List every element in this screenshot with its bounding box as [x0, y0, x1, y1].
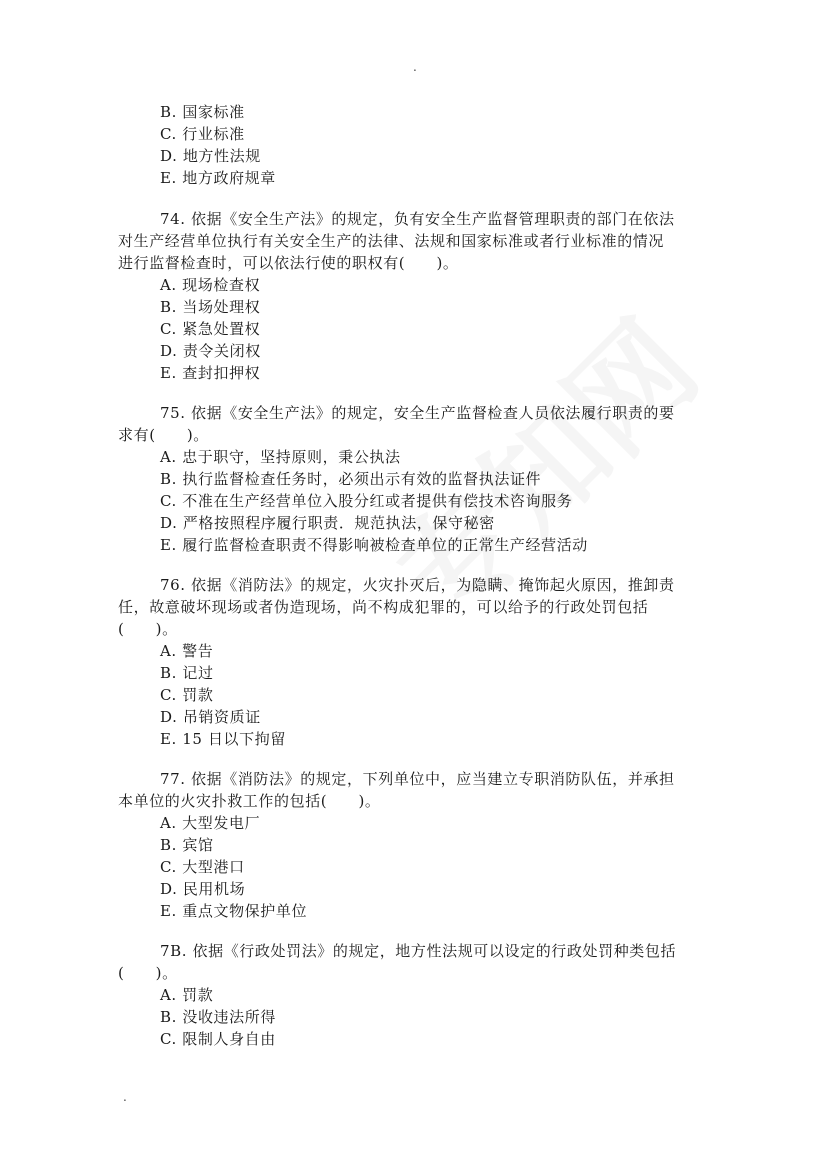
option: D. 民用机场	[160, 880, 246, 898]
option: D. 责令关闭权	[160, 342, 261, 360]
option: E. 重点文物保护单位	[160, 902, 308, 920]
option: B. 执行监督检查任务时，必须出示有效的监督执法证件	[160, 470, 542, 488]
question-75-line-1: 75. 依据《安全生产法》的规定，安全生产监督检查人员依法履行职责的要	[160, 404, 675, 422]
question-74-line-2: 对生产经营单位执行有关安全生产的法律、法规和国家标准或者行业标准的情况	[118, 232, 665, 250]
question-76-line-3: ( )。	[118, 620, 178, 638]
option: E. 地方政府规章	[160, 169, 276, 187]
option: D. 严格按照程序履行职责．规范执法，保守秘密	[160, 514, 495, 532]
option: B. 当场处理权	[160, 298, 261, 316]
option: A. 忠于职守，坚持原则，秉公执法	[160, 448, 401, 466]
question-78-line-2: ( )。	[118, 964, 178, 982]
option: C. 行业标准	[160, 125, 245, 143]
question-77-line-1: 77. 依据《消防法》的规定，下列单位中，应当建立专职消防队伍，并承担	[160, 770, 675, 788]
question-76-line-1: 76. 依据《消防法》的规定，火灾扑灭后，为隐瞒、掩饰起火原因，推卸责	[160, 576, 675, 594]
option: E. 15 日以下拘留	[160, 730, 286, 748]
question-77-line-2: 本单位的火灾扑救工作的包括( )。	[118, 792, 381, 810]
option: A. 警告	[160, 642, 214, 660]
option: D. 吊销资质证	[160, 708, 261, 726]
option: B. 宾馆	[160, 836, 214, 854]
option: D. 地方性法规	[160, 147, 261, 165]
question-78-line-1: 7B. 依据《行政处罚法》的规定，地方性法规可以设定的行政处罚种类包括	[160, 942, 677, 960]
footer-mark: .	[123, 1090, 127, 1104]
option: A. 现场检查权	[160, 276, 261, 294]
option: B. 没收违法所得	[160, 1008, 276, 1026]
option: A. 罚款	[160, 986, 214, 1004]
option: E. 查封扣押权	[160, 364, 261, 382]
header-mark: .	[413, 60, 417, 74]
option: A. 大型发电厂	[160, 814, 261, 832]
question-76-line-2: 任，故意破坏现场或者伪造现场，尚不构成犯罪的，可以给予的行政处罚包括	[118, 598, 649, 616]
question-74-line-1: 74. 依据《安全生产法》的规定，负有安全生产监督管理职责的部门在依法	[160, 210, 675, 228]
option: C. 限制人身自由	[160, 1030, 276, 1048]
option: B. 记过	[160, 664, 214, 682]
option: C. 大型港口	[160, 858, 245, 876]
option: C. 不准在生产经营单位入股分红或者提供有偿技术咨询服务	[160, 492, 573, 510]
question-75-line-2: 求有( )。	[118, 426, 209, 444]
option: C. 罚款	[160, 686, 214, 704]
option: B. 国家标准	[160, 103, 245, 121]
question-74-line-3: 进行监督检查时，可以依法行使的职权有( )。	[118, 254, 459, 272]
option: E. 履行监督检查职责不得影响被检查单位的正常生产经营活动	[160, 536, 588, 554]
option: C. 紧急处置权	[160, 320, 261, 338]
